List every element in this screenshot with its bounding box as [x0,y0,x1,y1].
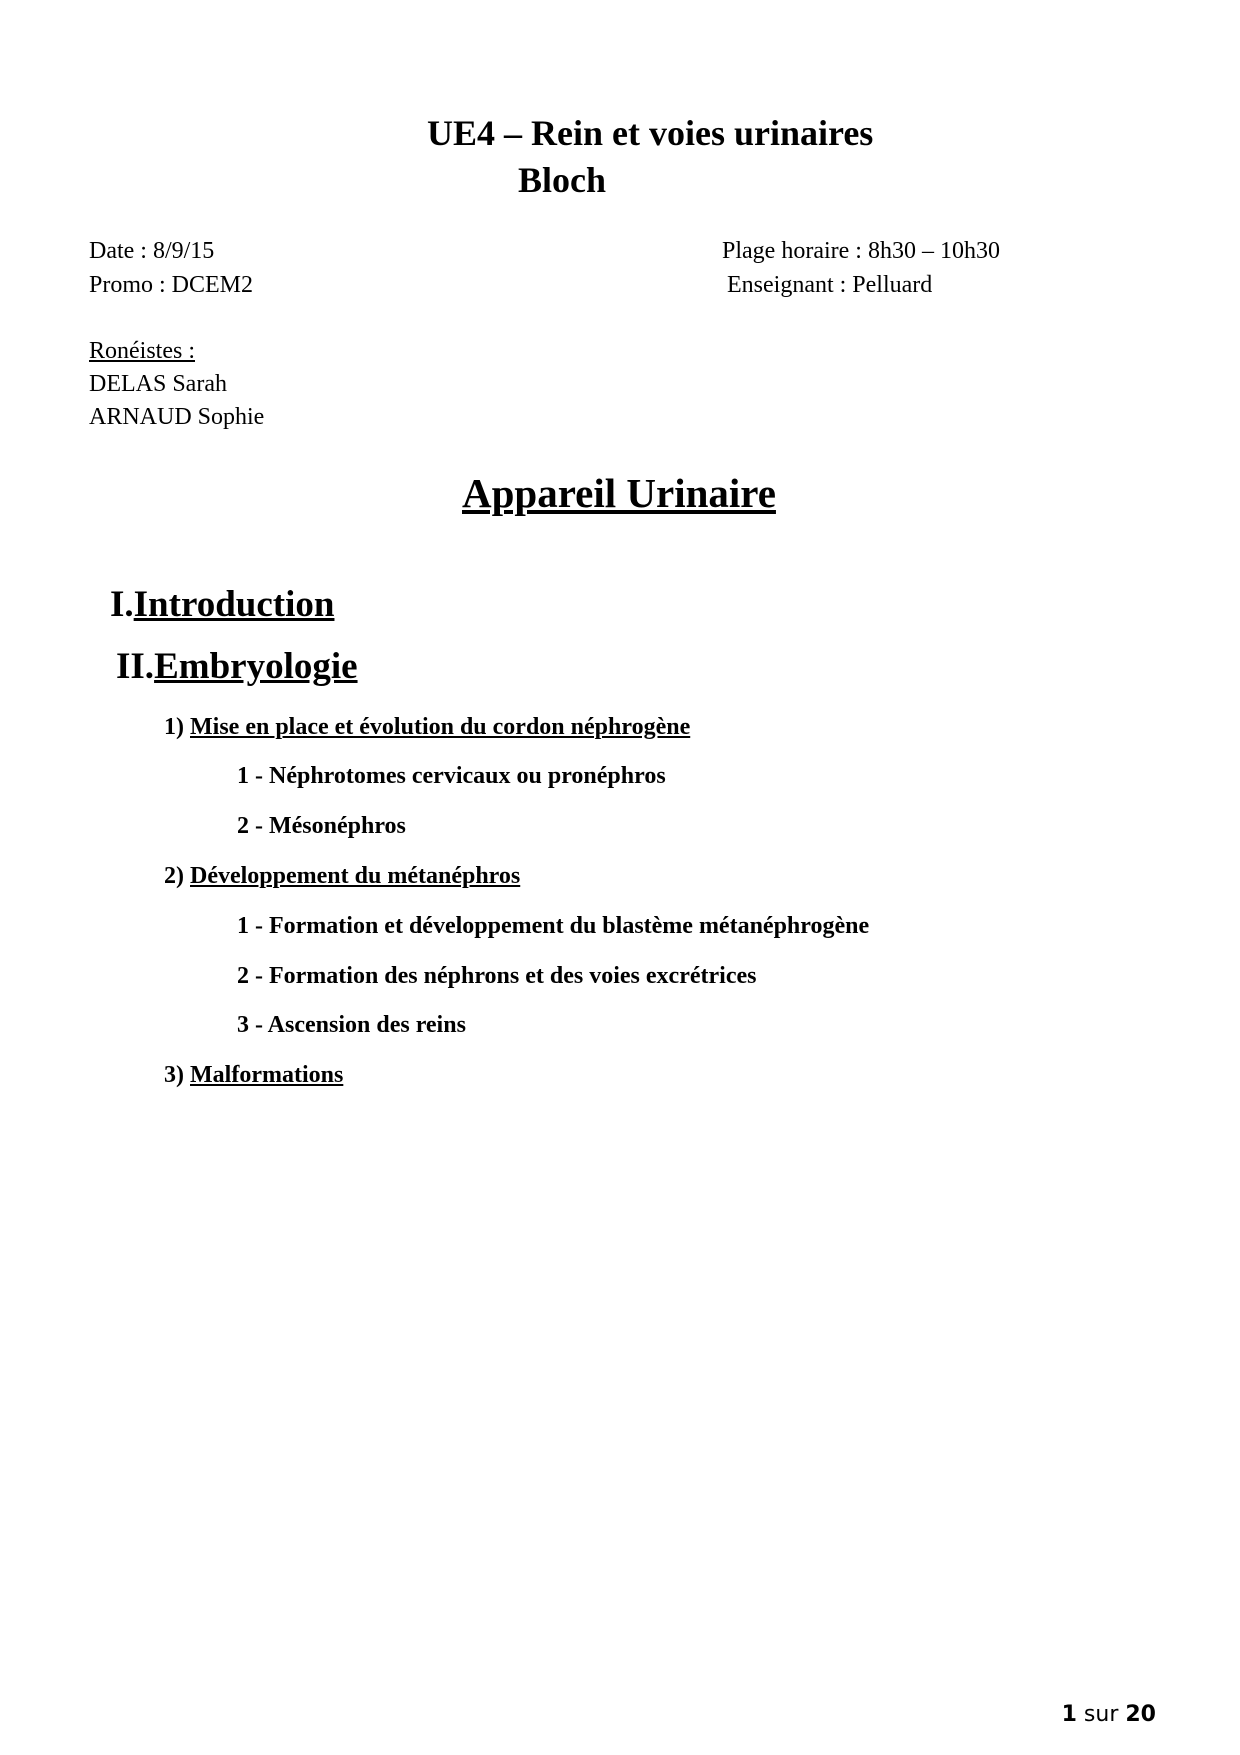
outline-item: 2 - Mésonéphros [237,813,406,839]
page-number [1062,1700,1156,1730]
subsection-number: 3) [164,1062,184,1088]
time-slot-field: Plage horaire : 8h30 – 10h30 [722,238,1000,264]
course-subtitle: Bloch [518,160,607,200]
subsection-number: 2) [164,863,184,889]
page-current: 1 [1061,1702,1077,1727]
outline-item: 1 - Formation et développement du blastème métanéphrogène [237,913,870,939]
section-heading-introduction [110,580,334,630]
section-title: Embryologie [154,646,358,687]
page-total: 20 [1125,1702,1156,1727]
outline-item: 1 - Néphrotomes cervicaux ou pronéphros [237,763,666,789]
subsection-heading [164,859,520,893]
section-number: I. [110,584,134,625]
course-title: UE4 – Rein et voies urinaires [427,113,874,153]
outline-item: 3 - Ascension des reins [237,1012,466,1038]
subsection-title: Malformations [190,1062,344,1088]
roneistes-heading: Ronéistes : [89,338,195,364]
subsection-heading [164,1058,343,1092]
section-number: II. [116,646,155,687]
document-title: Appareil Urinaire [462,470,776,516]
subsection-number: 1) [164,714,184,740]
promo-field: Promo : DCEM2 [89,272,254,298]
teacher-field: Enseignant : Pelluard [727,272,933,298]
subsection-title: Mise en place et évolution du cordon néphrogène [190,714,691,740]
roneiste-name: ARNAUD Sophie [89,404,265,430]
page-separator: sur [1083,1702,1119,1727]
section-title: Introduction [133,584,335,625]
subsection-heading [164,710,690,744]
roneiste-name: DELAS Sarah [89,371,227,397]
outline-item: 2 - Formation des néphrons et des voies excrétrices [237,963,757,989]
date-field: Date : 8/9/15 [89,238,215,264]
section-heading-embryologie [116,642,358,692]
subsection-title: Développement du métanéphros [190,863,521,889]
